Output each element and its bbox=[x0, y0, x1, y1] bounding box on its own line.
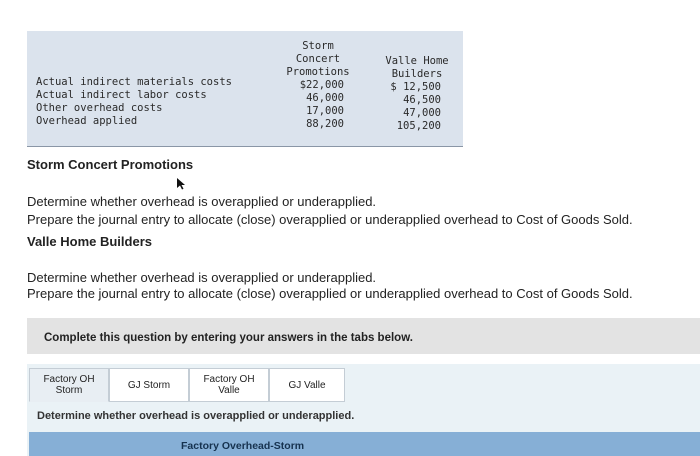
complete-question-bar bbox=[27, 318, 700, 354]
row-label-labor: Actual indirect labor costs bbox=[36, 89, 207, 101]
row-label-applied: Overhead applied bbox=[36, 115, 138, 127]
tab-label-line1: Factory OH bbox=[43, 374, 95, 385]
row-label-other: Other overhead costs bbox=[36, 102, 163, 114]
tab-label-line1: Factory OH bbox=[203, 374, 255, 385]
storm-applied: 88,200 bbox=[306, 118, 344, 130]
valle-heading: Valle Home Builders bbox=[27, 234, 152, 249]
storm-other: 17,000 bbox=[306, 105, 344, 117]
overhead-data-table bbox=[27, 31, 463, 147]
tab-label: GJ Storm bbox=[127, 379, 171, 391]
factory-overhead-storm-title: Factory Overhead-Storm bbox=[181, 440, 305, 452]
storm-header-3: Promotions bbox=[286, 66, 350, 78]
storm-header-1: Storm bbox=[302, 40, 334, 52]
storm-heading: Storm Concert Promotions bbox=[27, 157, 194, 172]
tab-factory-oh-valle[interactable] bbox=[189, 368, 269, 402]
factory-overhead-storm-header bbox=[29, 432, 700, 456]
valle-materials: $ 12,500 bbox=[390, 81, 441, 93]
complete-question-text: Complete this question by entering your answers in the tabs below. bbox=[44, 332, 413, 344]
valle-instruction-2: Prepare the journal entry to allocate (close) overapplied or underapplied overhead to Cost of Goods Sold. bbox=[27, 286, 633, 301]
valle-header-2: Builders bbox=[391, 68, 443, 80]
storm-instruction-1: Determine whether overhead is overapplied or underapplied. bbox=[27, 194, 377, 209]
valle-labor: 46,500 bbox=[403, 94, 441, 106]
storm-instruction-2: Prepare the journal entry to allocate (close) overapplied or underapplied overhead to Cost of Goods Sold. bbox=[27, 212, 633, 227]
valle-header-1: Valle Home bbox=[385, 55, 449, 67]
tab-label-line2: Storm bbox=[55, 385, 83, 396]
valle-column bbox=[377, 55, 457, 133]
mouse-pointer-icon bbox=[177, 178, 186, 190]
tab-instruction: Determine whether overhead is overapplied or underapplied. bbox=[37, 410, 355, 422]
storm-labor: 46,000 bbox=[306, 92, 344, 104]
tab-label: GJ Valle bbox=[288, 379, 326, 391]
tab-gj-valle[interactable] bbox=[269, 368, 345, 402]
tab-factory-oh-storm[interactable] bbox=[29, 368, 109, 402]
valle-applied: 105,200 bbox=[396, 120, 441, 132]
row-labels bbox=[36, 76, 232, 128]
storm-column bbox=[278, 40, 358, 131]
valle-instruction-1: Determine whether overhead is overapplied or underapplied. bbox=[27, 270, 377, 285]
row-label-materials: Actual indirect materials costs bbox=[36, 76, 232, 88]
tabs-area bbox=[27, 364, 700, 456]
tab-label-line2: Valle bbox=[218, 385, 240, 396]
storm-header-2: Concert bbox=[295, 53, 341, 65]
storm-materials: $22,000 bbox=[299, 79, 344, 91]
tab-gj-storm[interactable] bbox=[109, 368, 189, 402]
valle-other: 47,000 bbox=[403, 107, 441, 119]
